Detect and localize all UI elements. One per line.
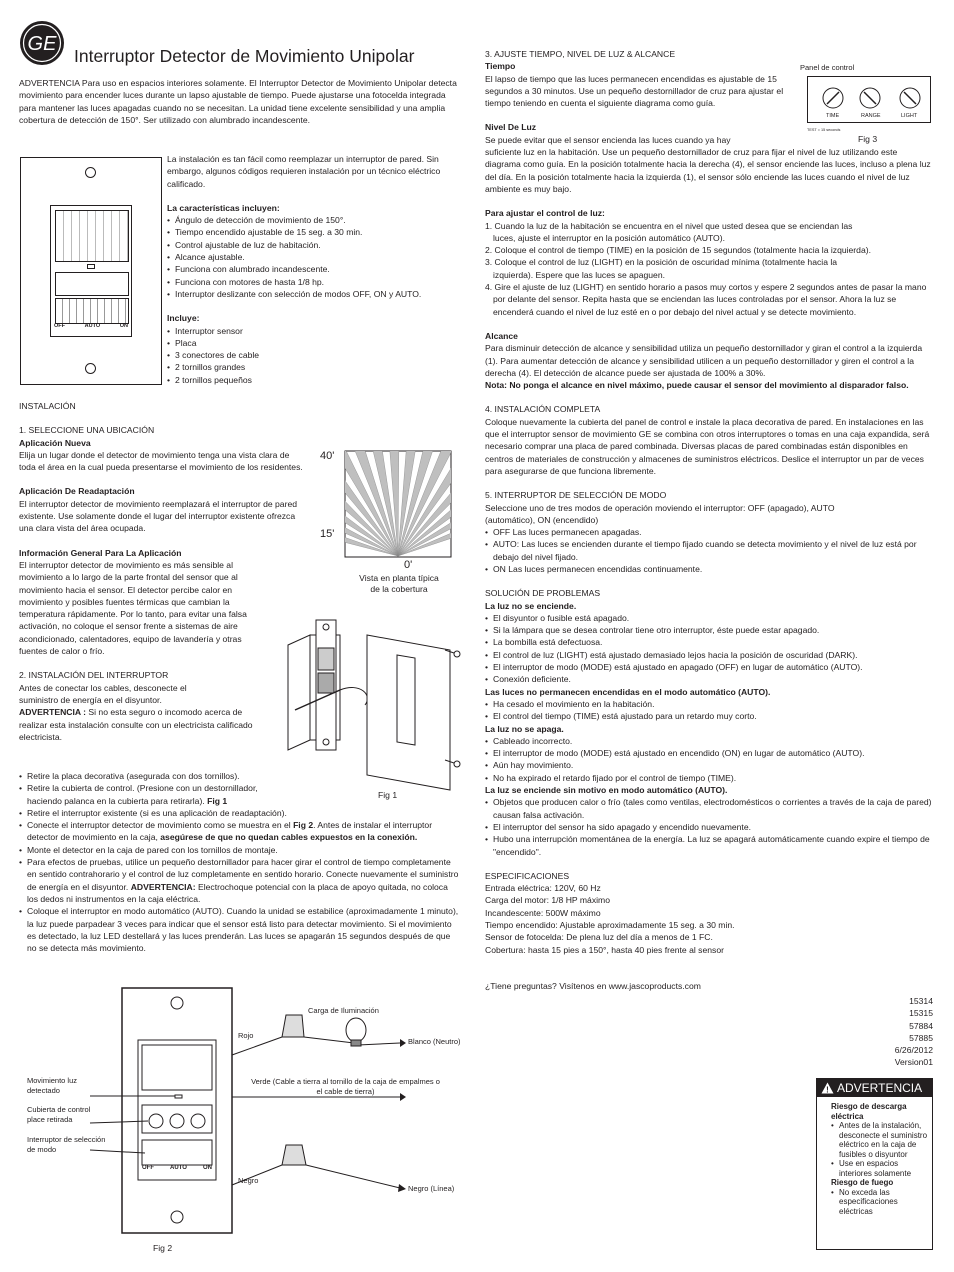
step2-text: Antes de conectar los cables, desconecte el suministro de energía en el disyuntor. [19, 682, 187, 705]
includes-heading: Incluye: [167, 313, 200, 324]
install-step: • Coloque el interruptor en modo automático (AUTO). Cuando la unidad se estabilice (aproximadamente 1 minuto), la luz puede parpadear 3 veces para indicar que el sensor está listo para detectar movimiento. Si el movimiento es detectado, la luz LED destellará y las luces prenderán. Las luces se apagarán 15 segundos después de que no se detecta más movimiento. [19, 905, 459, 954]
trouble-list-2 [485, 698, 935, 723]
new-app-text: Elija un lugar donde el detector de movimiento tenga una vista clara de toda el área en la cual pueda presentarse el movimiento de los residentes. [19, 449, 303, 473]
mode-item: • AUTO: Las luces se encienden durante el tiempo fijado cuando se detecta movimiento y el nivel de luz está por debajo del nivel fijado. [485, 538, 935, 563]
feature-item: • Control ajustable de luz de habitación. [167, 239, 462, 251]
model-number: 57885 [909, 1032, 933, 1043]
time-heading: Tiempo [485, 61, 516, 72]
warning-triangle-icon [821, 1082, 834, 1094]
fig3-label: Fig 3 [858, 134, 878, 144]
installation-section-1 [19, 400, 304, 743]
trouble-item: • Cableado incorrecto. [485, 735, 935, 747]
section3-heading: 3. AJUSTE TIEMPO, NIVEL DE LUZ & ALCANCE [485, 49, 676, 59]
fig2-label: Fig 2 [153, 1243, 173, 1253]
trouble-item: • Si la lámpara que se desea controlar tiene otro interruptor, éste puede estar apagado. [485, 624, 935, 636]
light-heading: Nivel De Luz [485, 122, 537, 133]
load-label: Carga de Iluminación [308, 1006, 379, 1015]
trouble-item: • No ha expirado el retardo fijado por el control de tiempo (TIME). [485, 772, 935, 784]
model-number: 15315 [909, 1008, 933, 1019]
distance-15: 15' [320, 528, 335, 540]
black-line-label: Negro (Línea) [408, 1184, 455, 1193]
mode-on-label: ON [202, 1165, 212, 1171]
trouble-item: • Conexión deficiente. [485, 673, 935, 685]
knob-light-label: LIGHT [901, 113, 918, 119]
step2-warning: ADVERTENCIA : Si no esta seguro o incomodo acerca de realizar esta instalación consulte con un electricista calificado electricista. [19, 707, 253, 742]
adjust-step: 4. Gire el ajuste de luz (LIGHT) en sentido horario a pasos muy cortos y espere 2 segundos antes de pasar la mano por delante del sensor. Repita hasta que se enciendan las luces controladas por el sensor. Ahora la luz se encenderá cuando el nivel de luz esté en o por debajo del nivel actual y se detecte movimiento. [485, 282, 927, 317]
feature-item: • Interruptor deslizante con selección de modos OFF, ON y AUTO. [167, 288, 462, 300]
spec-line: Entrada eléctrica: 120V, 60 Hz [485, 883, 601, 894]
fire-heading: Riesgo de fuego [831, 1178, 894, 1187]
mode-item: • OFF Las luces permanecen apagadas. [485, 526, 935, 538]
trouble-group-3: La luz no se apaga. [485, 723, 564, 734]
mode-on-label: ON [119, 323, 128, 329]
install-note: La instalación es tan fácil como reemplazar un interruptor de pared. Sin embargo, algunos códigos requieren instalación por un técnico eléctrico calificado. [167, 154, 441, 189]
section5-heading: 5. INTERRUPTOR DE SELECCIÓN DE MODO [485, 490, 667, 501]
general-heading: Información General Para La Aplicación [19, 547, 182, 558]
warning-title: ADVERTENCIA [837, 1080, 923, 1095]
mode-selector-label: Interruptor de selección de modo [27, 1135, 106, 1154]
fig3-control-panel [800, 62, 940, 147]
install-step: • Retire la placa decorativa (asegurada con dos tornillos). [19, 770, 272, 782]
retro-text: El interruptor detector de movimiento reemplazará el interruptor de pared existente. Use solamente donde el lugar del interruptor existente ofrezca una clara vista del área ocupada. [19, 498, 298, 534]
adjust-heading: Para ajustar el control de luz: [485, 208, 605, 219]
knob-range-label: RANGE [861, 113, 881, 119]
install-step: • Conecte el interruptor detector de movimiento como se muestra en el Fig 2. Antes de instalar el interruptor detector de movimiento en la caja, asegúrese de que no quedan cables expuestos en la conexión. [19, 819, 459, 844]
trouble-item: • Aún hay movimiento. [485, 759, 935, 771]
range-text: Para disminuir detección de alcance y sensibilidad utiliza un pequeño destornillador y giran el control a la izquierda (1). Para aumentar detección de alcance y sensibilidad utilicen a un pequeño destornillador y giren el control a la derecha (4). El detección de alcance puede ser ajustada de 100% a 30%. [485, 343, 923, 378]
warning-box [816, 1078, 933, 1250]
svg-text:!: ! [826, 1085, 829, 1094]
section3 [485, 48, 935, 992]
doc-date: 6/26/2012 [894, 1045, 933, 1056]
black-wire-label: Negro [238, 1176, 259, 1185]
spec-line: Tiempo encendido: Ajustable aproximadamente 15 seg. a 30 min. [485, 920, 735, 930]
trouble-item: • El control de luz (LIGHT) está ajustado demasiado lejos hacia la posición de oscuridad (DARK). [485, 649, 935, 661]
shock-item: • Use en espacios interiores solamente [831, 1159, 928, 1178]
trouble-group-4: La luz se enciende sin motivo en modo automático (AUTO). [485, 785, 728, 796]
mode-item: • ON Las luces permanecen encendidas continuamente. [485, 563, 935, 575]
trouble-list-1 [485, 612, 935, 686]
range-heading: Alcance [485, 330, 518, 341]
trouble-list-3 [485, 735, 935, 784]
contact-line: ¿Tiene preguntas? Visítenos en www.jascoproducts.com [485, 980, 701, 991]
trouble-item: • Ha cesado el movimiento en la habitación. [485, 698, 935, 710]
section4-heading: 4. INSTALACIÓN COMPLETA [485, 404, 601, 415]
distance-0: 0' [404, 559, 413, 571]
install-step: • Para efectos de pruebas, utilice un pequeño destornillador para hacer girar el control de tiempo completamente en sentido contrahorario y el control de luz completamente en sentido horario. Conecte nuevamente el suministro de energía en el disyuntor. ADVERTENCIA: Electrochoque potencial con la placa de apoyo quitada, no coloca los dedos ni instrumentos en la caja eléctrica. [19, 856, 459, 905]
trouble-item: • Hubo una interrupción momentánea de la energía. La luz se apagará automáticamente cuando expire el tiempo de "encendido". [485, 833, 935, 858]
mode-labels [54, 323, 128, 330]
fig2-mode-labels [142, 1165, 212, 1172]
time-text: El lapso de tiempo que las luces permanecen encendidas es ajustable de 15 segundos a 30 minutos. Use un pequeño destornillador de cruz para ajustar el tiempo teniendo en cuenta el siguiente diagrama como guía. [485, 73, 784, 109]
trouble-item: • El interruptor del sensor ha sido apagado y encendido nuevamente. [485, 821, 935, 833]
specs-heading: ESPECIFICACIONES [485, 870, 570, 881]
light-text-b: suficiente luz en la habitación. Use un pequeño destornillador de cruz para fijar el nivel de luz utilizando este diagrama como guía. En la posición totalmente hacia la derecha (4), el sensor enciende las luces, incluso a plena luz del día. En la posición totalmente hacia la izquierda (1), el sensor sólo enciende las luces cuando el nivel de luz ambiente es muy bajo. [485, 147, 931, 194]
mode-off-label: OFF [142, 1165, 154, 1171]
feature-item: • Alcance ajustable. [167, 251, 462, 263]
step1-heading: 1. SELECCIONE UNA UBICACIÓN [19, 425, 155, 436]
trouble-item: • El interruptor de modo (MODE) está ajustado en apagado (OFF) en lugar de automático (AUTO). [485, 661, 935, 673]
model-number: 57884 [909, 1020, 933, 1031]
spec-line: Cobertura: hasta 15 pies a 150°, hasta 40 pies frente al sensor [485, 944, 724, 955]
includes-item: • 3 conectores de cable [167, 349, 462, 361]
ge-logo [19, 20, 65, 66]
mode-auto-label: AUTO [84, 323, 101, 329]
mode-off-label: OFF [54, 323, 65, 329]
trouble-item: • El interruptor de modo (MODE) está ajustado en encendido (ON) en lugar de automático (AUTO). [485, 747, 935, 759]
svg-text:GE: GE [27, 33, 57, 55]
coverage-rays [318, 448, 458, 563]
shock-heading: Riesgo de descarga eléctrica [831, 1102, 907, 1121]
page-title: Interruptor Detector de Movimiento Unipolar [74, 46, 415, 66]
trouble-item: • El control del tiempo (TIME) está ajustado para un retardo muy corto. [485, 710, 935, 722]
trouble-item: • Objetos que producen calor o frío (tales como ventilas, electrodomésticos o corrientes a través de la caja de pared) causan falsa activación. [485, 796, 935, 821]
installation-heading: INSTALACIÓN [19, 401, 76, 411]
install-step: • Retire la cubierta de control. (Presione con un destornillador, haciendo palanca en la cubierta para retirarla). Fig 1 [19, 782, 267, 807]
motion-label: Movimiento luz detectado [27, 1076, 78, 1095]
includes-item: • Placa [167, 337, 462, 349]
mode-slider[interactable] [55, 298, 129, 324]
control-cover [55, 272, 129, 296]
trouble-list-4 [485, 796, 935, 857]
mode-list [485, 526, 935, 575]
model-numbers [860, 995, 933, 1069]
includes-list [167, 325, 462, 386]
adjust-steps [485, 220, 935, 318]
general-text: El interruptor detector de movimiento es más sensible al movimiento a lo largo de la parte frontal del sensor que al movimiento hacia el sensor. El detector percibe calor en movimiento y posibles fuentes térmicas que cambian la temperatura rápidamente. Por lo tanto, para evitar una falsa activación, no coloque el sensor frente a sistemas de aire acondicionado, calentadores, equipo de lavandería y otras fuentes de calor o frío. [19, 559, 247, 657]
feature-item: • Funciona con alumbrado incandescente. [167, 263, 462, 275]
panel-box [807, 76, 931, 123]
includes-item: • Interruptor sensor [167, 325, 462, 337]
fig1-illustration [285, 610, 465, 805]
fire-item: • No exceda las especificaciones eléctricas [831, 1188, 928, 1217]
step2-heading: 2. INSTALACIÓN DEL INTERRUPTOR [19, 670, 169, 681]
distance-40: 40' [320, 450, 335, 462]
switch-wall-plate [20, 157, 162, 385]
adjust-step: 3. Coloque el control de luz (LIGHT) en la posición de oscuridad mínima (totalmente hacia la izquierda). Espere que las luces se apaguen. [485, 257, 838, 280]
green-wire-label: Verde (Cable a tierra al tornillo de la caja de empalmes o el cable de tierra) [251, 1077, 440, 1096]
sensor-lens [55, 210, 129, 262]
switch-body [50, 205, 132, 337]
fig1-label: Fig 1 [378, 790, 398, 800]
feature-item: • Ángulo de detección de movimiento de 150°. [167, 214, 462, 226]
trouble-group-1: La luz no se enciende. [485, 600, 577, 611]
includes-item: • 2 tornillos grandes [167, 361, 462, 373]
red-wire-label: Rojo [238, 1031, 254, 1040]
doc-version: Version01 [894, 1057, 933, 1068]
spec-line: Incandescente: 500W máximo [485, 907, 601, 918]
intro-warning: ADVERTENCIA Para uso en espacios interiores solamente. El Interruptor Detector de Movimiento Unipolar detecta movimiento para encender luces durante un lapso ajustable de tiempo. Puede ajustarse una fotocelda integrada para mantener las luces apagadas cuando no se necesitan. La unidad tiene excelente sensibilidad y una amplia cobertura de detección de 150°. Ser utilizado con alumbrado incandescente. [19, 78, 457, 125]
coverage-diagram [318, 448, 458, 598]
white-wire-label: Blanco (Neutro) [408, 1037, 461, 1046]
plate-screw-bottom [85, 363, 96, 374]
panel-label: Panel de control [800, 63, 855, 72]
test-note: TEST = 15 seconds [807, 128, 841, 132]
section4-text: Coloque nuevamente la cubierta del panel de control e instale la placa decorativa de pared. En instalaciones en las que el interruptor sensor de movimiento GE se combina con otros interruptores o tomas en una caja expandida, será necesario comprar una placa de pared combinada. Diversas placas de pared combinadas están disponibles en centros de materiales de construcción y almacenes de suministros eléctricos. Deslice el interruptor un par de veces para asegurarse de que funciona libremente. [485, 416, 930, 476]
cover-label: Cubierta de control place retirada [27, 1105, 91, 1124]
plate-screw-top [85, 167, 96, 178]
warning-title-bar [817, 1079, 932, 1097]
features-heading: La características incluyen: [167, 202, 280, 213]
feature-item: • Funciona con motores de hasta 1/8 hp. [167, 276, 462, 288]
retro-heading: Aplicación De Readaptación [19, 486, 135, 497]
shock-item: • Antes de la instalación, desconecte el suministro eléctrico en la caja de fusibles o disyuntor [831, 1121, 928, 1159]
adjust-step: 2. Coloque el control de tiempo (TIME) en la posición de 15 segundos (totalmente hacia la izquierda). [485, 245, 871, 256]
adjust-step: 1. Cuando la luz de la habitación se encuentra en el nivel que usted desea que se enciendan las luces, ajuste el interruptor en la posición automático (AUTO). [485, 220, 853, 243]
fire-list [831, 1188, 928, 1217]
feature-item: • Tiempo encendido ajustable de 15 seg. a 30 min. [167, 226, 462, 238]
trouble-group-2: Las luces no permanecen encendidas en el modo automático (AUTO). [485, 686, 771, 697]
coverage-caption: Vista en planta típica de la cobertura [359, 573, 439, 594]
trouble-item: • El disyuntor o fusible está apagado. [485, 612, 935, 624]
install-step: • Retire el interruptor existente (si es una aplicación de readaptación). [19, 807, 459, 819]
shock-list [831, 1121, 928, 1178]
spec-line: Carga del motor: 1/8 HP máximo [485, 895, 610, 906]
install-step: • Monte el detector en la caja de pared con los tornillos de montaje. [19, 844, 459, 856]
includes-item: • 2 tornillos pequeños [167, 374, 462, 386]
features-list [167, 214, 462, 300]
features-block [167, 153, 462, 386]
section5-text: Seleccione uno de tres modos de operación moviendo el interruptor: OFF (apagado), AUTO (automático), ON (encendido) [485, 502, 835, 525]
mode-auto-label: AUTO [170, 1165, 187, 1171]
led-indicator [87, 264, 95, 269]
model-number: 15314 [909, 996, 933, 1006]
light-text-a: Se puede evitar que el sensor encienda las luces cuando ya hay [485, 134, 731, 145]
new-app-heading: Aplicación Nueva [19, 437, 91, 448]
knob-time-label: TIME [826, 113, 840, 119]
range-note: Nota: No ponga el alcance en nivel máximo, puede causar el sensor del movimiento al disparador falso. [485, 380, 909, 391]
trouble-item: • La bombilla está defectuosa. [485, 636, 935, 648]
spec-line: Sensor de fotocelda: De plena luz del día a menos de 1 FC. [485, 932, 713, 943]
fig2-wiring-diagram [20, 985, 470, 1255]
troubleshooting-heading: SOLUCIÓN DE PROBLEMAS [485, 588, 601, 599]
